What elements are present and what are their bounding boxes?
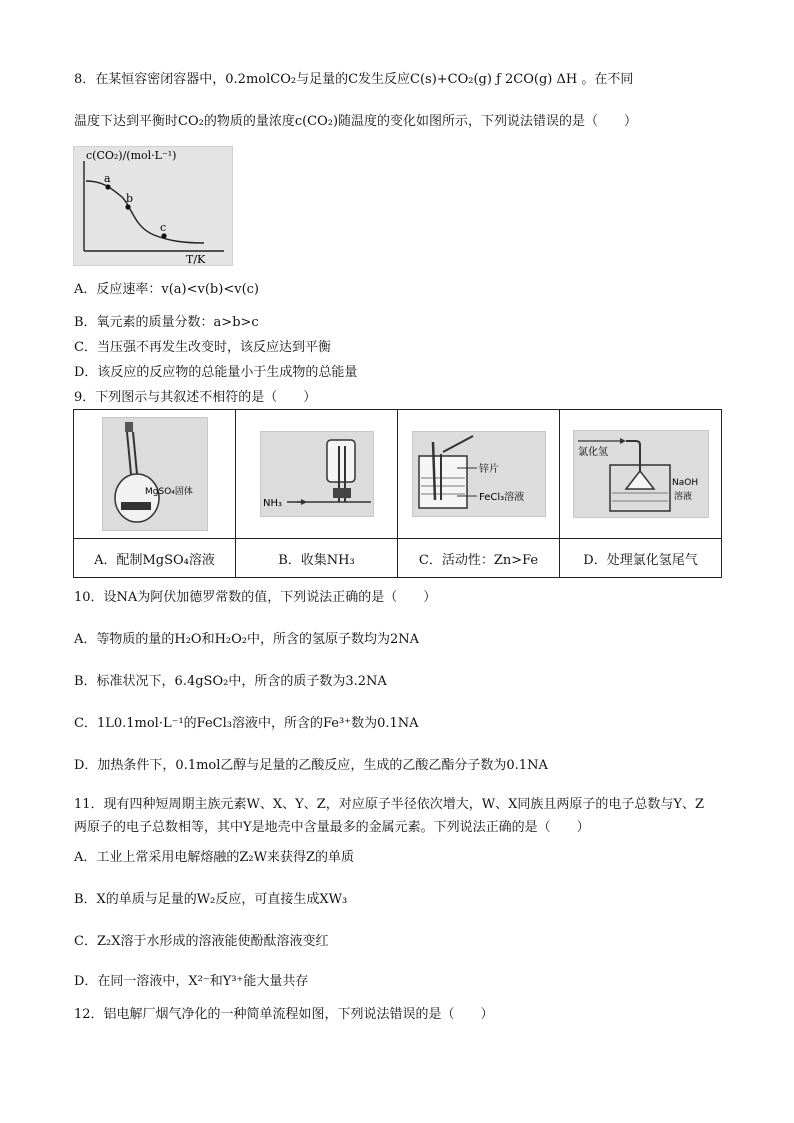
- q8-option-d: D．该反应的反应物的总能量小于生成物的总能量: [74, 365, 358, 380]
- q9-a-label: MgSO₄固体: [144, 487, 193, 497]
- q10-option-c: C．1L0.1mol·L⁻¹的FeCl₃溶液中，所含的Fe³⁺数为0.1NA: [74, 716, 419, 731]
- zinc-beaker-photo: [412, 431, 546, 517]
- q9-stem: 9．下列图示与其叙述不相符的是（ ）: [74, 390, 317, 405]
- q9-caption-d: D．处理氯化氢尾气: [560, 539, 722, 578]
- q8-y-axis-label: c(CO₂)/(mol·L⁻¹): [86, 149, 177, 162]
- q11-option-b: B．X的单质与足量的W₂反应，可直接生成XW₃: [74, 892, 348, 907]
- q12-stem: 12．铝电解厂烟气净化的一种简单流程如图，下列说法错误的是（ ）: [74, 1007, 494, 1022]
- q10-option-b: B．标准状况下，6.4gSO₂中，所含的质子数为3.2NA: [74, 674, 387, 689]
- q8-option-b: B．氧元素的质量分数：a>b>c: [74, 315, 259, 330]
- q9-c-metal-label: 锌片: [478, 464, 499, 475]
- q10-stem: 10．设NA为阿伏加德罗常数的值，下列说法正确的是（ ）: [74, 590, 437, 605]
- q8-point-a: a: [104, 172, 111, 185]
- q8-stem-line2: 温度下达到平衡时CO₂的物质的量浓度c(CO₂)随温度的变化如图所示，下列说法错误的是（ ）: [74, 114, 638, 129]
- q9-caption-b: B．收集NH₃: [236, 539, 398, 578]
- q11-option-c: C．Z₂X溶于水形成的溶液能使酚酞溶液变红: [74, 934, 329, 949]
- q9-figure-table: [73, 409, 722, 578]
- q9-caption-c: C．活动性：Zn>Fe: [398, 539, 560, 578]
- q9-d-solution-label-2: 溶液: [673, 492, 692, 502]
- q9-c-solution-label: FeCl₃溶液: [478, 492, 524, 503]
- q11-option-d: D．在同一溶液中，X²⁻和Y³⁺能大量共存: [74, 974, 309, 989]
- q9-cell-c: [398, 410, 560, 539]
- q11-option-a: A．工业上常采用电解熔融的Z₂W来获得Z的单质: [74, 850, 355, 865]
- q8-option-c: C．当压强不再发生改变时，该反应达到平衡: [74, 340, 331, 355]
- q9-caption-a: A．配制MgSO₄溶液: [74, 539, 236, 578]
- q11-stem-line1: 11．现有四种短周期主族元素W、X、Y、Z，对应原子半径依次增大，W、X同族且两原子的电子总数与Y、Z: [74, 797, 705, 812]
- hcl-absorption-photo: [573, 430, 709, 518]
- volumetric-flask-photo: [102, 417, 208, 531]
- gas-collection-photo: [260, 431, 374, 517]
- q9-d-gas-label: 氯化氢: [577, 447, 608, 458]
- q8-point-c: c: [160, 221, 167, 234]
- q8-x-axis-label: T/K: [186, 253, 206, 265]
- q11-stem-line2: 两原子的电子总数相等，其中Y是地壳中含量最多的金属元素。下列说法正确的是（ ）: [74, 820, 590, 835]
- q8-graph: [73, 146, 233, 266]
- q8-stem-line1: 8．在某恒容密闭容器中，0.2molCO₂与足量的C发生反应C(s)+CO₂(g) ƒ 2CO(g) ΔH 。在不同: [74, 72, 634, 87]
- q8-point-b: b: [126, 192, 134, 205]
- q8-option-a: A．反应速率：v(a)<v(b)<v(c): [74, 282, 259, 297]
- q9-cell-d: [560, 410, 722, 539]
- q10-option-d: D．加热条件下，0.1mol乙醇与足量的乙酸反应，生成的乙酸乙酯分子数为0.1NA: [74, 758, 548, 773]
- q9-cell-b: [236, 410, 398, 539]
- q10-option-a: A．等物质的量的H₂O和H₂O₂中，所含的氢原子数均为2NA: [74, 632, 420, 647]
- q9-b-label: NH₃: [262, 498, 282, 509]
- q9-cell-a: [74, 410, 236, 539]
- q9-d-solution-label-1: NaOH: [671, 478, 698, 488]
